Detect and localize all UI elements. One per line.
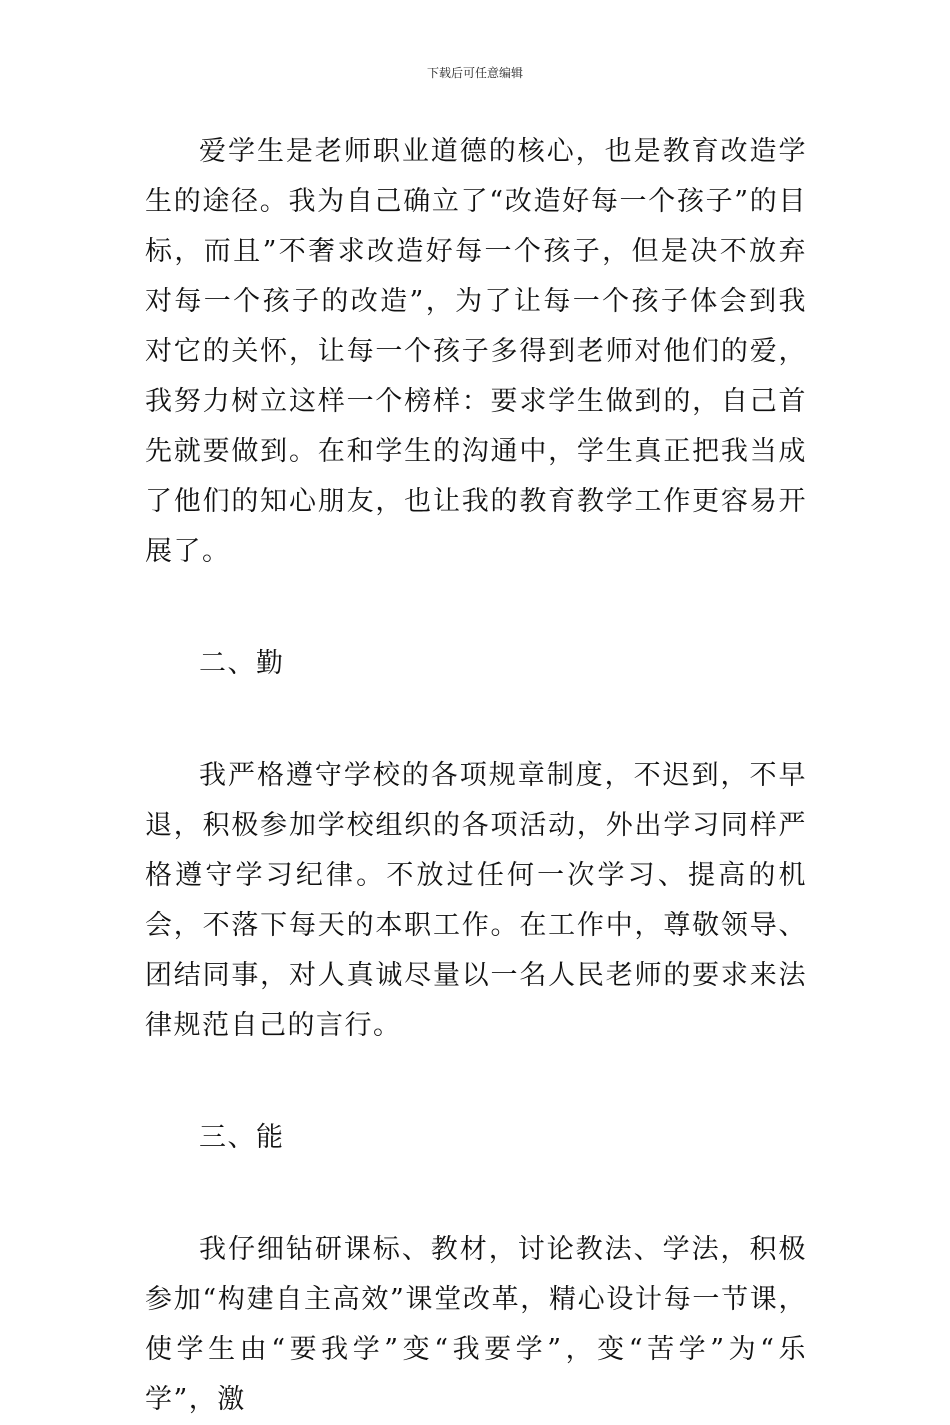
paragraph-gap bbox=[145, 689, 807, 751]
paragraph-diligence: 我严格遵守学校的各项规章制度，不迟到，不早退，积极参加学校组织的各项活动，外出学习同样严格遵守学习纪律。不放过任何一次学习、提高的机会，不落下每天的本职工作。在工作中，尊敬领导、团结同事，对人真诚尽量以一名人民老师的要求来法律规范自己的言行。 bbox=[145, 760, 807, 1041]
paragraph-love-students: 爱学生是老师职业道德的核心，也是教育改造学生的途径。我为自己确立了“改造好每一个孩子”的目标，而且”不奢求改造好每一个孩子，但是决不放弃对每一个孩子的改造”，为了让每一个孩子体会到我对它的关怀，让每一个孩子多得到老师对他们的爱，我努力树立这样一个榜样：要求学生做到的，自己首先就要做到。在和学生的沟通中，学生真正把我当成了他们的知心朋友，也让我的教育教学工作更容易开展了。 bbox=[145, 136, 807, 567]
paragraph-gap bbox=[145, 1163, 807, 1225]
paragraph-gap bbox=[145, 1051, 807, 1113]
section-heading-diligence: 二、勤 bbox=[199, 648, 285, 679]
section-heading-ability: 三、能 bbox=[199, 1122, 285, 1153]
page-header: 下载后可任意编辑 bbox=[426, 66, 523, 80]
paragraph-gap bbox=[145, 577, 807, 639]
document-body bbox=[145, 127, 807, 1425]
paragraph-ability: 我仔细钻研课标、教材，讨论教法、学法，积极参加“构建自主高效”课堂改革，精心设计每一节课，使学生由“要我学”变“我要学”，变“苦学”为“乐学”，激 bbox=[145, 1234, 807, 1415]
